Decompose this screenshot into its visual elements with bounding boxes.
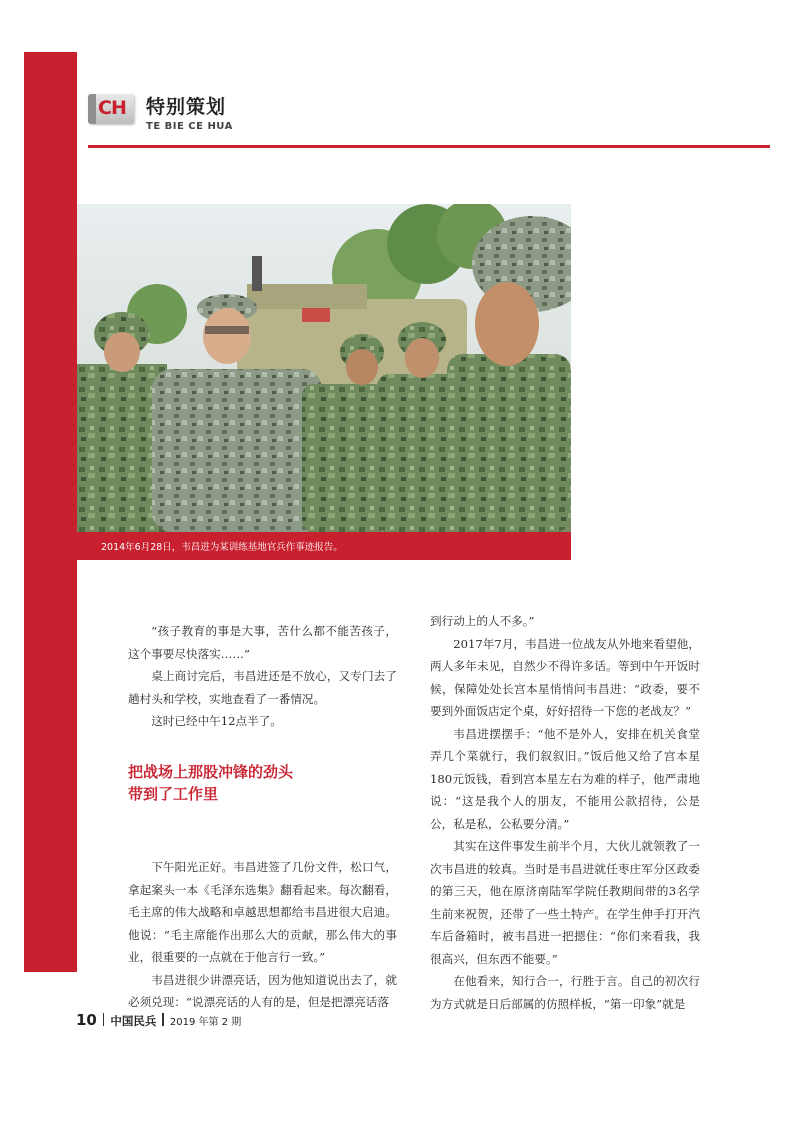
red-side-bar bbox=[24, 52, 77, 972]
section-subheading bbox=[128, 761, 293, 805]
article-photo bbox=[77, 204, 571, 532]
footer-divider bbox=[103, 1013, 105, 1026]
magazine-name: 中国民兵 bbox=[110, 1014, 157, 1028]
footer-divider bbox=[162, 1013, 164, 1026]
section-logo bbox=[88, 94, 134, 124]
section-title: 特别策划 bbox=[146, 96, 227, 118]
issue-label: 2019 年第 2 期 bbox=[169, 1017, 242, 1028]
photo-illustration bbox=[77, 204, 571, 532]
subheading-line-1: 把战场上那股冲锋的劲头 bbox=[128, 763, 294, 781]
paragraph: 这时已经中午12点半了。 bbox=[151, 714, 282, 728]
subheading-line-2: 带到了工作里 bbox=[128, 785, 219, 803]
left-column-top bbox=[128, 620, 397, 733]
page-number: 10 bbox=[76, 1011, 97, 1029]
paragraph: 在他看来，知行合一，行胜于言。自己的初次行为方式就是日后部属的仿照样板，“第一印象”就是 bbox=[430, 974, 700, 1011]
photo-caption: 2014年6月28日，韦昌进为某训练基地官兵作事迹报告。 bbox=[101, 542, 343, 553]
header-rule bbox=[88, 145, 770, 148]
section-subtitle: TE BIE CE HUA bbox=[146, 121, 233, 132]
left-column-bottom bbox=[128, 856, 397, 1014]
paragraph: 桌上商讨完后，韦昌进还是不放心，又专门去了趟村头和学校，实地查看了一番情况。 bbox=[128, 669, 397, 706]
paragraph-continuation: 到行动上的人不多。” bbox=[430, 614, 535, 628]
paragraph: “孩子教育的事是大事，苦什么都不能苦孩子，这个事要尽快落实……” bbox=[128, 624, 397, 661]
logo-stripe bbox=[88, 94, 96, 124]
paragraph: 韦昌进摆摆手：“他不是外人，安排在机关食堂弄几个菜就行，我们叙叙旧。”饭后他又给了宫本星180元饭钱，看到宫本星左右为难的样子，他严肃地说：“这是我个人的朋友，不能用公款招待，公是公，私是私，公私要分清。” bbox=[430, 726, 700, 831]
paragraph: 2017年7月，韦昌进一位战友从外地来看望他，两人多年未见，自然少不得许多话。等到中午开饭时候，保障处处长宫本星悄悄问韦昌进：“政委，要不要到外面饭店定个桌，好好招待一下您的老战友？” bbox=[430, 636, 700, 718]
paragraph: 下午阳光正好。韦昌进签了几份文件，松口气，拿起案头一本《毛泽东选集》翻看起来。每次翻看，毛主席的伟大战略和卓越思想都给韦昌进很大启迪。他说：“毛主席能作出那么大的贡献，那么伟大的事业，很重要的一点就在于他言行一致。” bbox=[128, 860, 397, 964]
logo-text: CH bbox=[98, 97, 126, 119]
page-footer bbox=[76, 1010, 241, 1029]
right-column bbox=[430, 610, 700, 1015]
paragraph: 韦昌进很少讲漂亮话，因为他知道说出去了，就必须兑现：“说漂亮话的人有的是，但是把漂亮话落 bbox=[128, 972, 397, 1009]
paragraph: 其实在这件事发生前半个月，大伙儿就领教了一次韦昌进的较真。当时是韦昌进就任枣庄军分区政委的第三天，他在原济南陆军学院任教期间带的3名学生前来祝贺，还带了一些土特产。在学生伸手打开汽车后备箱时，被韦昌进一把摁住：“你们来看我，我很高兴，但东西不能要。” bbox=[430, 839, 700, 966]
photo-caption-bar bbox=[77, 532, 571, 560]
